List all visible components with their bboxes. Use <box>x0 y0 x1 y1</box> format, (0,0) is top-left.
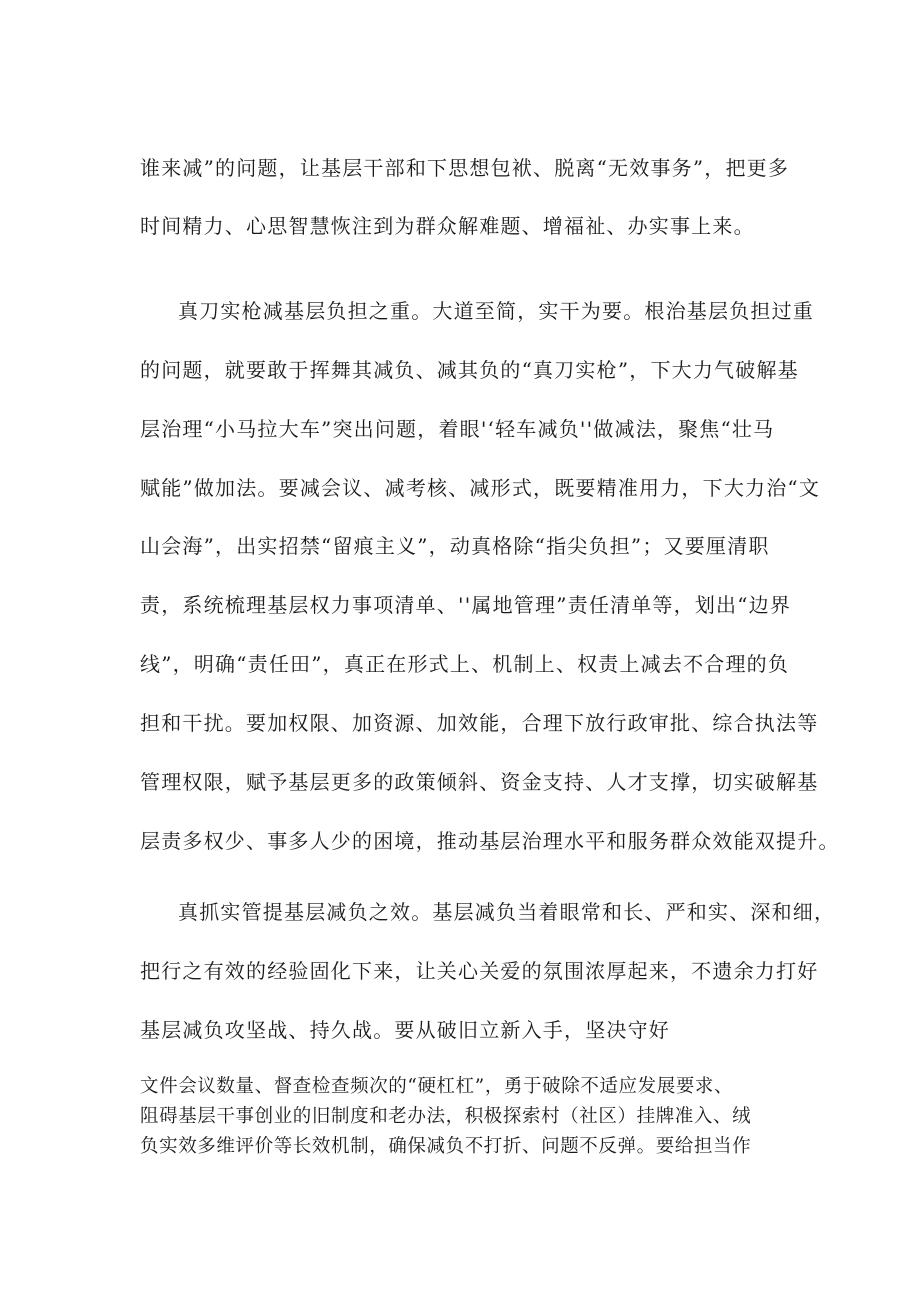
text-line: 阻碍基层干事创业的旧制度和老办法，积极探索村（社区）挂牌准入、绒 <box>140 1106 752 1127</box>
paragraph-first-line: 真抓实管提基层减负之效。基层减负当着眼常和长、严和实、深和细， <box>178 900 836 924</box>
text-line: 负实效多维评价等长效机制，确保减负不打折、问题不反弹。要给担当作 <box>140 1136 752 1157</box>
text-line: 时间精力、心思智慧恢注到为群众解难题、增福祉、办实事上来。 <box>140 214 755 238</box>
text-line: 的问题，就要敢于挥舞其减负、减其负的“真刀实枪”，下大力气破解基 <box>140 358 799 382</box>
paragraph-first-line: 真刀实枪减基层负担之重。大道至简，实干为要。根治基层负担过重 <box>178 299 814 323</box>
text-line: 线”，明确“责任田”，真正在形式上、机制上、权责上减去不合理的负 <box>140 652 790 676</box>
text-line: 担和干扰。要加权限、加资源、加效能，合理下放行政审批、综合执法等 <box>140 711 819 735</box>
text-line: 管理权限，赋予基层更多的政策倾斜、资金支持、人才支撑，切实破解基 <box>140 770 819 794</box>
text-line: 谁来减”的问题，让基层干部和下思想包袱、脱离“无效事务”，把更多 <box>140 156 790 180</box>
text-line: 层责多权少、事多人少的困境，推动基层治理水平和服务群众效能双提升。 <box>140 829 840 853</box>
text-line: 赋能”做加法。要减会议、减考核、减形式，既要精准用力，下大力治“文 <box>140 476 821 500</box>
text-line: 责，系统梳理基层权力事项清单、''属地管理”责任清单等，划出“边界 <box>140 593 792 617</box>
text-line: 把行之有效的经验固化下来，让关心关爱的氛围浓厚起来，不遗余力打好 <box>140 959 819 983</box>
text-line: 文件会议数量、督查检查频次的“硬杠杠”，勇于破除不适应发展要求、 <box>140 1076 734 1097</box>
text-line: 山会海”，出实招禁“留痕主义”，动真格除“指尖负担”；又要厘清职 <box>140 534 770 558</box>
text-line: 层治理“小马拉大车”突出问题，着眼'‘轻车减负''做减法，聚焦“壮马 <box>140 417 775 441</box>
text-line: 基层减负攻坚战、持久战。要从破旧立新入手，坚决守好 <box>140 1018 670 1042</box>
